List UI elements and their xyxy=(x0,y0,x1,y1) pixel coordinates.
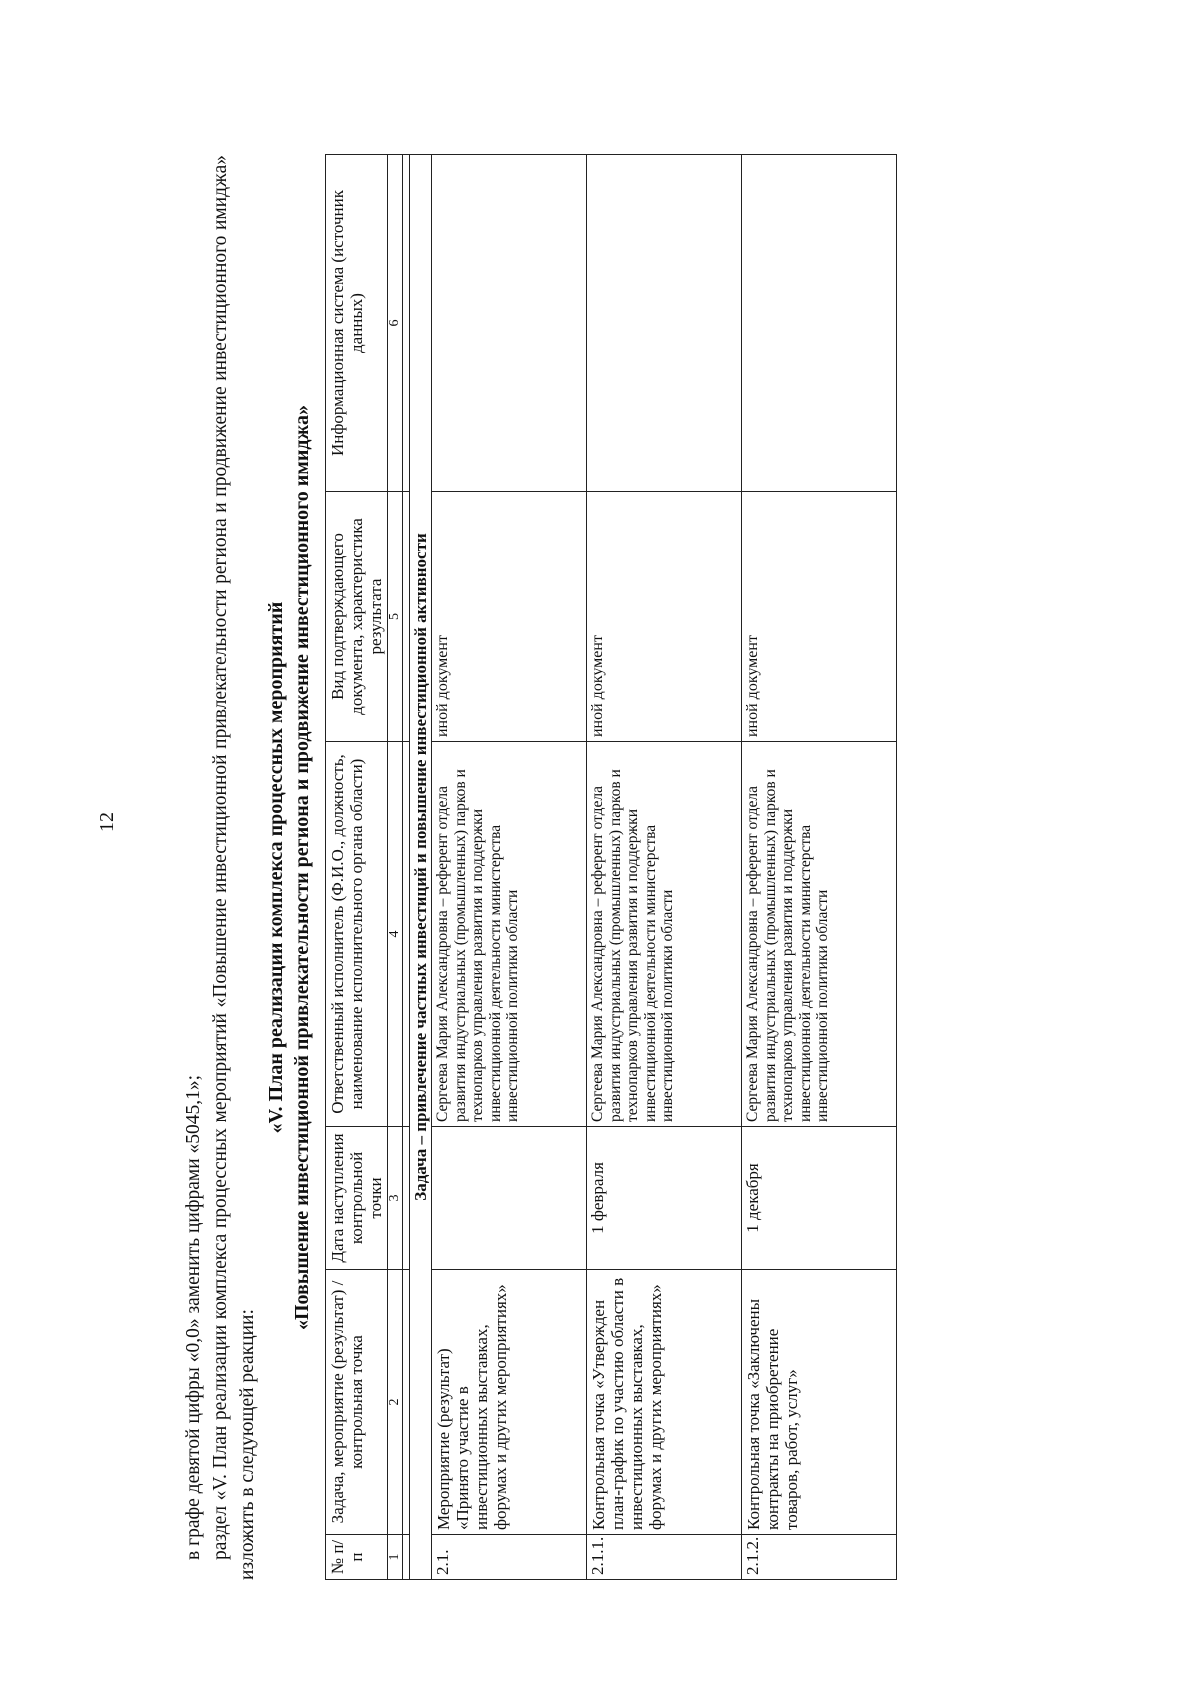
intro-text xyxy=(180,155,261,1580)
column-number: 5 xyxy=(388,492,403,742)
header-date: Дата наступления контрольной точки xyxy=(326,1127,388,1270)
row-system xyxy=(432,155,587,492)
row-name: Мероприятие (результат) «Принято участие в инвестиционных выставках, форумах и других мероприятиях» xyxy=(432,1270,587,1535)
column-number: 4 xyxy=(388,742,403,1127)
intro-line-1: в графе девятой цифры «0,0» заменить цифрами «5045,1»; xyxy=(183,1074,204,1560)
row-num: 2.1.1. xyxy=(587,1535,742,1580)
table-row xyxy=(587,155,742,1580)
page-number: 12 xyxy=(96,812,118,832)
header-responsible: Ответственный исполнитель (Ф.И.О., должность, наименование исполнительного органа области) xyxy=(326,742,388,1127)
row-document: иной документ xyxy=(432,492,587,742)
intro-line-2: раздел «V. План реализации комплекса процессных мероприятий «Повышение инвестиционной привлекательности региона и продвижение инвестиционного имиджа» изложить в следующей реакции: xyxy=(210,155,258,1580)
plan-table xyxy=(325,154,897,1580)
section-heading xyxy=(263,155,315,1580)
header-document: Вид подтверждающего документа, характеристика результата xyxy=(326,492,388,742)
header-system: Информационная система (источник данных) xyxy=(326,155,388,492)
row-name: Контрольная точка «Заключены контракты на приобретение товаров, работ, услуг» xyxy=(742,1270,897,1535)
table-row xyxy=(742,155,897,1580)
spacer-row xyxy=(403,155,410,1580)
row-system xyxy=(742,155,897,492)
task-row xyxy=(410,155,432,1580)
column-number: 2 xyxy=(388,1270,403,1535)
column-number: 1 xyxy=(388,1535,403,1580)
row-system xyxy=(587,155,742,492)
header-num: № п/п xyxy=(326,1535,388,1580)
table-row xyxy=(432,155,587,1580)
heading-line-1: «V. План реализации комплекса процессных мероприятий xyxy=(265,601,287,1134)
row-date: 1 декабря xyxy=(742,1127,897,1270)
column-number: 3 xyxy=(388,1127,403,1270)
row-num: 2.1. xyxy=(432,1535,587,1580)
row-date xyxy=(432,1127,587,1270)
header-row xyxy=(326,155,388,1580)
row-document: иной документ xyxy=(587,492,742,742)
row-responsible: Сергеева Мария Александровна – референт отдела развития индустриальных (промышленных) парков и технопарков управления развития и поддержки инвестиционной деятельности министерства инвестиционной политики области xyxy=(432,742,587,1127)
column-number: 6 xyxy=(388,155,403,492)
header-task: Задача, мероприятие (результат) / контрольная точка xyxy=(326,1270,388,1535)
heading-line-2: «Повышение инвестиционной привлекательности региона и продвижение инвестиционного имиджа» xyxy=(291,404,313,1331)
task-title: Задача – привлечение частных инвестиций и повышение инвестиционной активности xyxy=(410,155,432,1580)
rotated-content xyxy=(180,155,897,1580)
row-responsible: Сергеева Мария Александровна – референт отдела развития индустриальных (промышленных) парков и технопарков управления развития и поддержки инвестиционной деятельности министерства инвестиционной политики области xyxy=(587,742,742,1127)
row-date: 1 февраля xyxy=(587,1127,742,1270)
row-responsible: Сергеева Мария Александровна – референт отдела развития индустриальных (промышленных) парков и технопарков управления развития и поддержки инвестиционной деятельности министерства инвестиционной политики области xyxy=(742,742,897,1127)
row-document: иной документ xyxy=(742,492,897,742)
column-number-row xyxy=(388,155,403,1580)
row-num: 2.1.2. xyxy=(742,1535,897,1580)
row-name: Контрольная точка «Утвержден план-график по участию области в инвестиционных выставках, форумах и других мероприятиях» xyxy=(587,1270,742,1535)
